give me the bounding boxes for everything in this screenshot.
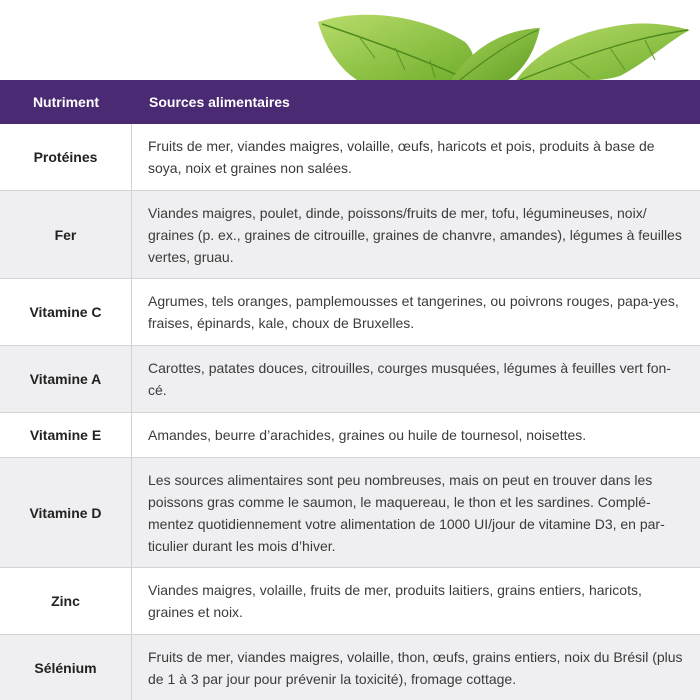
food-sources: Amandes, beurre d’arachides, graines ou huile de tournesol, noisettes.: [148, 427, 587, 443]
nutrient-name: Zinc: [0, 568, 132, 634]
table-header: [0, 80, 700, 124]
nutrient-name: Vitamine C: [0, 279, 132, 345]
food-sources: Viandes maigres, volaille, fruits de mer, produits laitiers, grains entiers, haricots, graines et noix.: [148, 582, 642, 620]
table-row: [0, 346, 700, 413]
nutrient-name: Fer: [0, 191, 132, 278]
nutrient-name: Sélénium: [0, 635, 132, 700]
food-sources: Fruits de mer, viandes maigres, volaille, thon, œufs, grains entiers, noix du Brésil (plus de 1 à 3 par jour pour prévenir la toxicité), fromage cottage.: [148, 649, 683, 687]
table-row: [0, 191, 700, 279]
table-row: [0, 124, 700, 191]
nutrient-name: Vitamine E: [0, 413, 132, 457]
table-row: [0, 635, 700, 700]
green-leaves-illustration: [300, 0, 700, 82]
table-row: [0, 458, 700, 568]
nutrient-table: [0, 80, 700, 700]
table-row: [0, 279, 700, 346]
header-nutrient: Nutriment: [32, 94, 100, 110]
food-sources: Les sources alimentaires sont peu nombreuses, mais on peut en trouver dans les poissons gras comme le saumon, le maquereau, le thon et les sardines. Complé-mentez quotidiennement votre alimentation de 1000 UI/jour de vitamine D3, en par-ticulier durant les mois d’hiver.: [148, 471, 665, 554]
food-sources: Carottes, patates douces, citrouilles, courges musquées, légumes à feuilles vert fon-cé.: [148, 360, 671, 398]
food-sources: Agrumes, tels oranges, pamplemousses et tangerines, ou poivrons rouges, papa-yes, fraises, épinards, kale, choux de Bruxelles.: [148, 293, 679, 331]
table-row: [0, 568, 700, 635]
table-row: [0, 413, 700, 458]
header-food-sources: Sources alimentaires: [149, 94, 290, 110]
food-sources: Fruits de mer, viandes maigres, volaille, œufs, haricots et pois, produits à base de soya, noix et graines non salées.: [148, 138, 655, 176]
nutrient-name: Vitamine D: [0, 458, 132, 567]
nutrient-name: Vitamine A: [0, 346, 132, 412]
nutrient-name: Protéines: [0, 124, 132, 190]
food-sources: Viandes maigres, poulet, dinde, poissons/fruits de mer, tofu, légumineuses, noix/ graines (p. ex., graines de citrouille, graines de chanvre, amandes), légumes à feuilles vertes, gruau.: [148, 204, 682, 265]
